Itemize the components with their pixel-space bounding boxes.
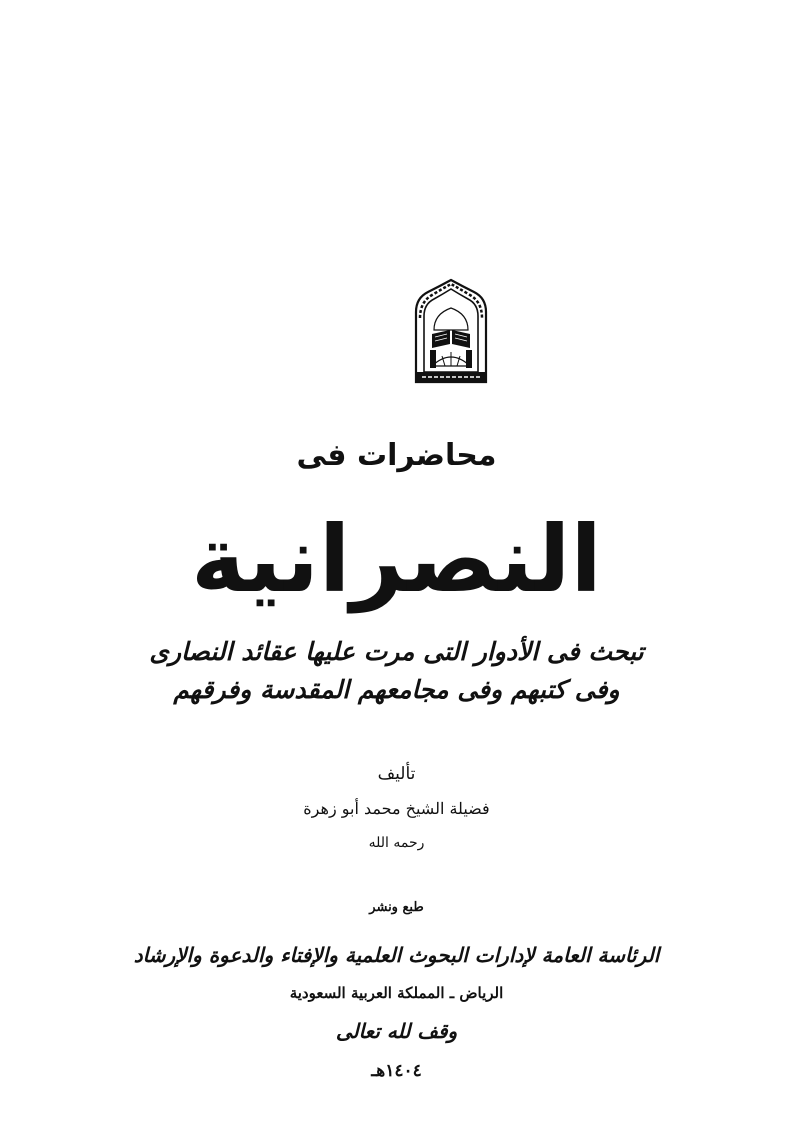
publisher-location: الرياض ـ المملكة العربية السعودية <box>289 984 504 1002</box>
publication-year: ١٤٠٤هـ <box>371 1061 422 1081</box>
author-blessing: رحمه الله <box>368 835 425 851</box>
author-name: فضيلة الشيخ محمد أبو زهرة <box>303 799 490 818</box>
authored-by-label: تأليف <box>377 764 416 784</box>
book-title: النصرانية <box>191 506 602 613</box>
institution-emblem-icon <box>412 278 490 386</box>
publisher-name: الرئاسة العامة لإدارات البحوث العلمية والإفتاء والدعوة والإرشاد <box>133 943 660 967</box>
subtitle-line-1: تبحث فى الأدوار التى مرت عليها عقائد النصارى <box>149 637 644 666</box>
endowment-note: وقف لله تعالى <box>335 1019 458 1043</box>
printed-published-label: طبع ونشر <box>369 900 424 915</box>
subtitle-line-2: وفى كتبهم وفى مجامعهم المقدسة وفرقهم <box>173 675 620 704</box>
lectures-in-heading: محاضرات فى <box>296 438 497 473</box>
